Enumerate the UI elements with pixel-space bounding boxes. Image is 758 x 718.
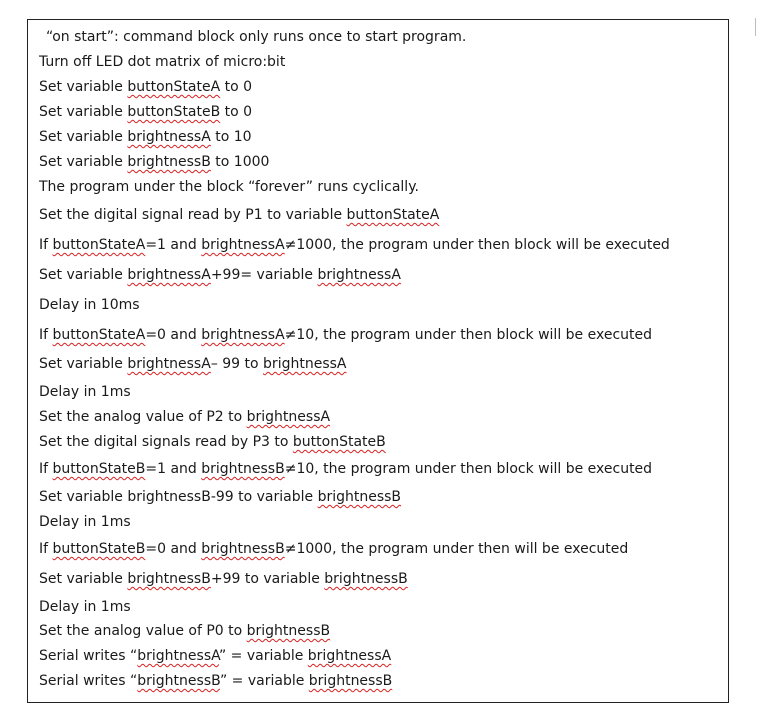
text-run: Set variable (39, 79, 128, 95)
text-line (39, 460, 652, 478)
text-run: +99 to variable (210, 571, 325, 587)
variable-name: brightnessA (263, 356, 347, 372)
text-line (39, 128, 252, 146)
variable-name: brightnessA (246, 409, 331, 425)
text-run: =0 and (145, 541, 202, 557)
variable-name: brightnessA (127, 356, 211, 372)
variable-name: buttonStateA (346, 207, 440, 223)
text-line (39, 53, 285, 71)
text-run: Serial writes “ (39, 673, 138, 689)
text-line (39, 296, 140, 314)
text-run: ≠1000, the program under then will be executed (284, 541, 629, 557)
text-run: to 0 (220, 79, 253, 95)
variable-name: buttonStateB (52, 461, 146, 477)
page-edge-marker (755, 18, 756, 36)
text-run: Delay in 1ms (39, 384, 131, 400)
text-run: ” = variable (219, 673, 309, 689)
text-run: Set variable (39, 154, 128, 170)
text-run: Set variable (39, 267, 128, 283)
text-run: Serial writes “ (39, 648, 138, 664)
text-run: to 1000 (210, 154, 270, 170)
text-line (39, 622, 330, 640)
variable-name: brightnessA (317, 267, 401, 283)
text-line (39, 647, 391, 665)
text-run: Delay in 1ms (39, 599, 131, 615)
text-line (39, 540, 628, 558)
text-run: “on start”: command block only runs once to start program. (46, 29, 467, 45)
text-run: Set variable brightnessB-99 to variable (39, 489, 318, 505)
variable-name: brightnessA (127, 267, 211, 283)
variable-name: buttonStateA (127, 79, 221, 95)
text-run: ≠10, the program under then block will be executed (284, 461, 653, 477)
variable-name: brightnessA (307, 648, 392, 664)
text-run: =0 and (145, 327, 202, 343)
text-run: =1 and (145, 461, 202, 477)
text-run: Set variable (39, 356, 128, 372)
text-run: Set the analog value of P2 to (39, 409, 247, 425)
text-line (39, 672, 392, 690)
text-run: to 0 (220, 104, 253, 120)
text-line (39, 178, 419, 196)
text-run: Set the digital signal read by P1 to variable (39, 207, 347, 223)
variable-name: brightnessB (127, 571, 211, 587)
variable-name: brightnessA (201, 327, 285, 343)
variable-name: buttonStateB (127, 104, 221, 120)
text-run: Turn off LED dot matrix of micro:bit (39, 54, 286, 70)
text-run: – 99 to (210, 356, 264, 372)
text-run: Set variable (39, 129, 128, 145)
text-line (39, 383, 131, 401)
text-line (39, 326, 652, 344)
variable-name: brightnessB (308, 673, 393, 689)
text-line (39, 488, 401, 506)
text-line (46, 28, 466, 46)
text-run: ≠1000, the program under then block will be executed (284, 237, 670, 253)
variable-name: brightnessA (127, 129, 211, 145)
text-run: ” = variable (218, 648, 308, 664)
variable-name: brightnessB (127, 154, 211, 170)
text-line (39, 153, 269, 171)
variable-name: brightnessA (137, 648, 219, 664)
text-line (39, 266, 401, 284)
text-line (39, 433, 386, 451)
text-run: If (39, 327, 53, 343)
text-run: =1 and (145, 237, 202, 253)
variable-name: brightnessB (201, 541, 285, 557)
instructions-box (27, 19, 729, 703)
text-run: Set variable (39, 104, 128, 120)
variable-name: brightnessB (201, 461, 285, 477)
text-line (39, 103, 252, 121)
variable-name: buttonStateB (292, 434, 386, 450)
text-line (39, 78, 252, 96)
variable-name: brightnessB (324, 571, 408, 587)
variable-name: buttonStateA (52, 237, 146, 253)
variable-name: brightnessA (201, 237, 285, 253)
variable-name: brightnessB (317, 489, 402, 505)
text-run: ≠10, the program under then block will be executed (284, 327, 652, 343)
text-run: If (39, 461, 53, 477)
text-run: Delay in 1ms (39, 514, 131, 530)
variable-name: buttonStateA (52, 327, 146, 343)
variable-name: brightnessB (246, 623, 331, 639)
text-run: The program under the block “forever” runs cyclically. (39, 179, 419, 195)
text-run: to 10 (210, 129, 252, 145)
text-run: Set the analog value of P0 to (39, 623, 247, 639)
variable-name: brightnessB (137, 673, 220, 689)
text-line (39, 598, 131, 616)
text-run: Set the digital signals read by P3 to (39, 434, 293, 450)
text-run: If (39, 237, 53, 253)
text-run: Set variable (39, 571, 128, 587)
text-line (39, 570, 408, 588)
text-line (39, 513, 131, 531)
text-run: If (39, 541, 53, 557)
text-run: Delay in 10ms (39, 297, 140, 313)
variable-name: buttonStateB (52, 541, 146, 557)
text-line (39, 408, 330, 426)
text-run: +99= variable (210, 267, 318, 283)
text-line (39, 206, 439, 224)
text-line (39, 236, 670, 254)
text-line (39, 355, 346, 373)
